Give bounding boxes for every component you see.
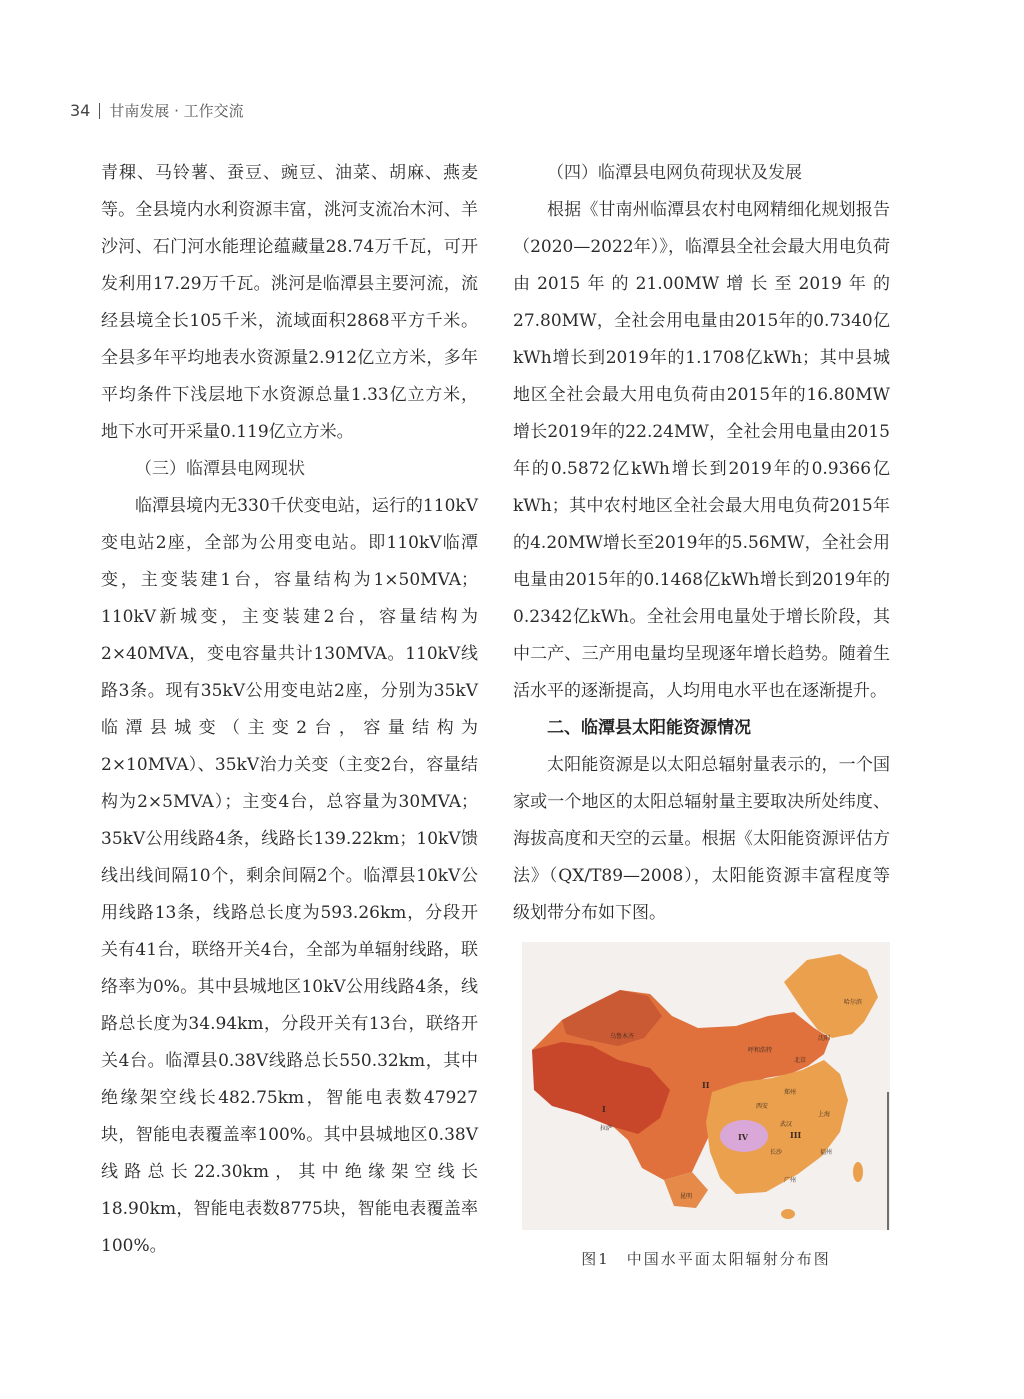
figure-caption: 图1 中国水平面太阳辐射分布图: [581, 1250, 831, 1268]
zone-label-1: I: [602, 1104, 606, 1114]
paragraph-solar: 太阳能资源是以太阳总辐射量表示的，一个国家或一个地区的太阳总辐射量主要取决所处纬度、海拔高度和天空的云量。根据《太阳能资源评估方法》（QX/T89—2008），太阳能资源丰富程度等级划带分布如下图。: [513, 755, 890, 923]
city-label: 呼和浩特: [748, 1047, 773, 1054]
page-number: 34: [70, 101, 91, 120]
city-label: 北京: [794, 1057, 807, 1064]
city-label: 郑州: [784, 1089, 797, 1096]
city-label: 乌鲁木齐: [610, 1033, 635, 1040]
page-header: [70, 100, 244, 121]
china-map-graphic: [522, 942, 890, 1230]
city-label: 昆明: [680, 1193, 693, 1200]
map-region-taiwan: [853, 1162, 863, 1182]
city-label: 广州: [784, 1177, 797, 1184]
city-label: 沈阳: [818, 1035, 831, 1042]
city-label: 拉萨: [600, 1125, 613, 1132]
zone-label-2: II: [702, 1080, 710, 1090]
city-label: 武汉: [780, 1121, 793, 1128]
zone-label-3: III: [790, 1130, 802, 1140]
city-label: 上海: [818, 1111, 831, 1118]
city-label: 福州: [820, 1149, 833, 1156]
section-heading-solar: 二、临潭县太阳能资源情况: [547, 718, 751, 738]
solar-radiation-map: [522, 942, 890, 1230]
journal-title: 甘南发展 · 工作交流: [109, 102, 244, 120]
city-label: 西安: [756, 1103, 769, 1110]
city-label: 哈尔滨: [844, 999, 863, 1006]
paragraph-load: 根据《甘南州临潭县农村电网精细化规划报告（2020—2022年）》，临潭县全社会最大用电负荷由2015年的21.00MW增长至2019年的27.80MW，全社会用电量由2015年的0.7340亿kWh增长到2019年的1.1708亿kWh；其中县城地区全社会最大用电负荷由2015年的16.80MW增长2019年的22.24MW，全社会用电量由2015年的0.5872亿kWh增长到2019年的0.9366亿kWh；其中农村地区全社会最大用电负荷2015年的4.20MW增长至2019年的5.56MW，全社会用电量由2015年的0.1468亿kWh增长到2019年的0.2342亿kWh。全社会用电量处于增长阶段，其中二产、三产用电量均呈现逐年增长趋势。随着生活水平的逐渐提高，人均用电水平也在逐渐提升。: [513, 200, 890, 701]
map-region-hainan: [781, 1209, 795, 1219]
zone-label-4: IV: [738, 1132, 748, 1142]
section-heading-grid-status: （三）临潭县电网现状: [135, 459, 305, 479]
left-column: [101, 155, 478, 1265]
header-divider: [99, 103, 100, 119]
paragraph-water-resources: 青稞、马铃薯、蚕豆、豌豆、油菜、胡麻、燕麦等。全县境内水利资源丰富，洮河支流冶木河、羊沙河、石门河水能理论蕴藏量28.74万千瓦，可开发利用17.29万千瓦。洮河是临潭县主要河流，流经县境全长105千米，流域面积2868平方千米。全县多年平均地表水资源量2.912亿立方米，多年平均条件下浅层地下水资源总量1.33亿立方米，地下水可开采量0.119亿立方米。: [101, 163, 478, 442]
city-label: 长沙: [770, 1149, 783, 1156]
right-column: [513, 155, 890, 932]
paragraph-grid-status: 临潭县境内无330千伏变电站，运行的110kV变电站2座，全部为公用变电站。即110kV临潭变，主变装建1台，容量结构为1×50MVA；110kV新城变，主变装建2台，容量结构为2×40MVA，变电容量共计130MVA。110kV线路3条。现有35kV公用变电站2座，分别为35kV临潭县城变（主变2台，容量结构为2×10MVA）、35kV治力关变（主变2台，容量结构为2×5MVA）；主变4台，总容量为30MVA；35kV公用线路4条，线路长139.22km；10kV馈线出线间隔10个，剩余间隔2个。临潭县10kV公用线路13条，线路总长度为593.26km，分段开关有41台，联络开关4台，全部为单辐射线路，联络率为0%。其中县城地区10kV公用线路4条，线路总长度为34.94km，分段开关有13台，联络开关4台。临潭县0.38V线路总长550.32km，其中绝缘架空线长482.75km，智能电表数47927块，智能电表覆盖率100%。其中县城地区0.38V线路总长22.30km，其中绝缘架空线长18.90km，智能电表数8775块，智能电表覆盖率100%。: [101, 496, 478, 1256]
section-heading-load: （四）临潭县电网负荷现状及发展: [547, 163, 802, 183]
